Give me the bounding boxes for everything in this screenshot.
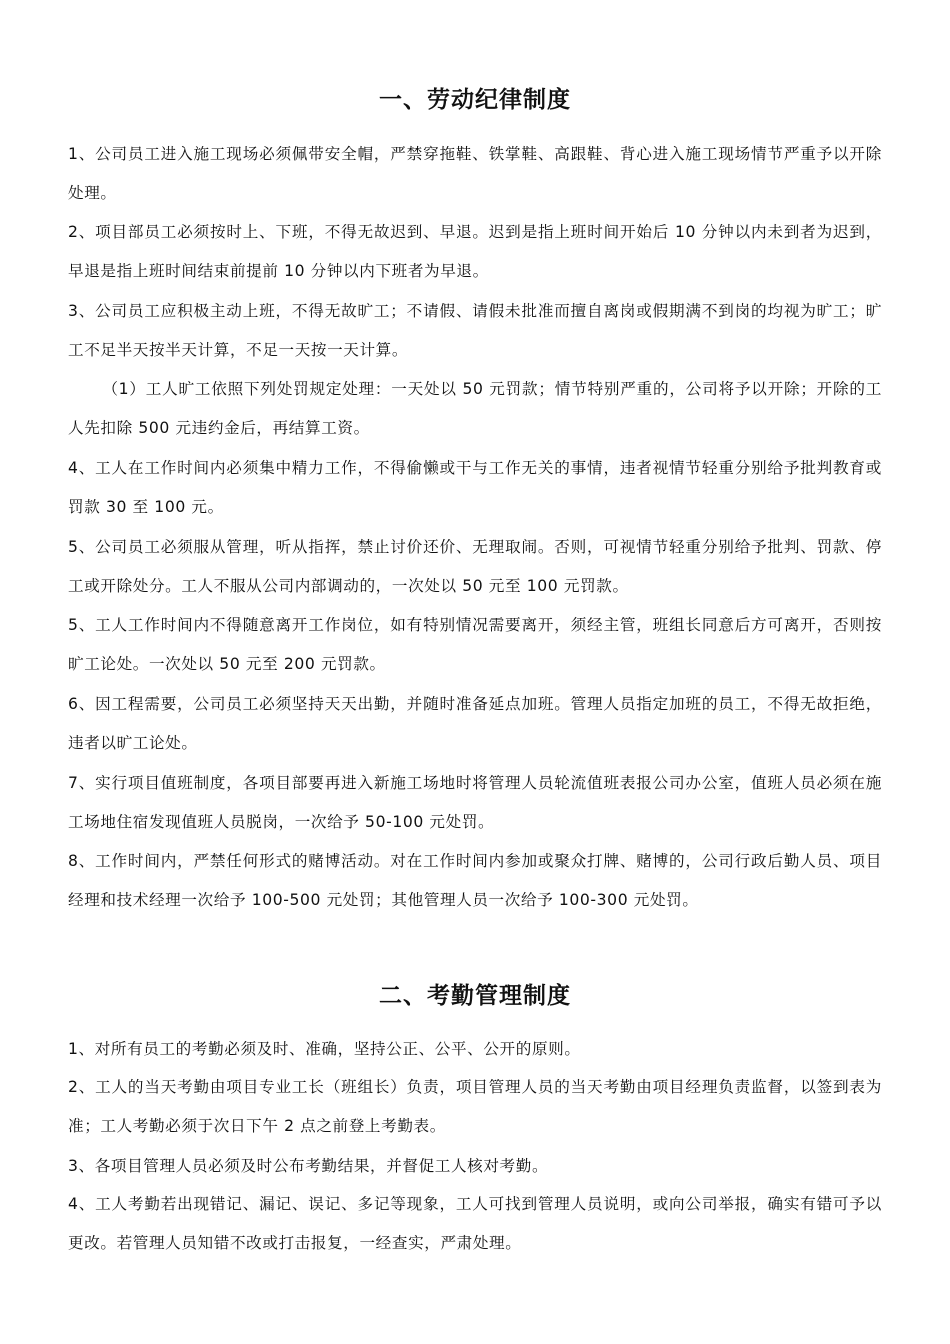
labor-rule-3-sub-1: （1）工人旷工依照下列处罚规定处理：一天处以 50 元罚款；情节特别严重的，公司将予以开除；开除的工人先扣除 500 元违约金后，再结算工资。 <box>68 380 882 438</box>
attendance-rule-3: 3、各项目管理人员必须及时公布考勤结果，并督促工人核对考勤。 <box>68 1157 549 1175</box>
section-title-labor-discipline: 一、劳动纪律制度 <box>379 87 571 113</box>
attendance-rule-1: 1、对所有员工的考勤必须及时、准确，坚持公正、公平、公开的原则。 <box>68 1040 581 1058</box>
labor-rule-4: 4、工人在工作时间内必须集中精力工作，不得偷懒或干与工作无关的事情，违者视情节轻重分别给予批判教育或罚款 30 至 100 元。 <box>68 459 882 517</box>
labor-rule-3: 3、公司员工应积极主动上班，不得无故旷工；不请假、请假未批准而擅自离岗或假期满不到岗的均视为旷工；旷工不足半天按半天计算，不足一天按一天计算。 <box>68 302 882 360</box>
labor-rule-6: 6、因工程需要，公司员工必须坚持天天出勤，并随时准备延点加班。管理人员指定加班的员工，不得无故拒绝，违者以旷工论处。 <box>68 695 882 753</box>
section-title-attendance: 二、考勤管理制度 <box>379 983 571 1009</box>
labor-rule-5b: 5、工人工作时间内不得随意离开工作岗位，如有特别情况需要离开，须经主管，班组长同意后方可离开，否则按旷工论处。一次处以 50 元至 200 元罚款。 <box>68 616 882 674</box>
attendance-rule-4: 4、工人考勤若出现错记、漏记、误记、多记等现象，工人可找到管理人员说明，或向公司举报，确实有错可予以更改。若管理人员知错不改或打击报复，一经查实，严肃处理。 <box>68 1195 882 1253</box>
attendance-rule-2: 2、工人的当天考勤由项目专业工长（班组长）负责，项目管理人员的当天考勤由项目经理负责监督，以签到表为准；工人考勤必须于次日下午 2 点之前登上考勤表。 <box>68 1078 882 1136</box>
labor-rule-7: 7、实行项目值班制度，各项目部要再进入新施工场地时将管理人员轮流值班表报公司办公室，值班人员必须在施工场地住宿发现值班人员脱岗，一次给予 50-100 元处罚。 <box>68 774 882 832</box>
labor-rule-8: 8、工作时间内，严禁任何形式的赌博活动。对在工作时间内参加或聚众打牌、赌博的，公司行政后勤人员、项目经理和技术经理一次给予 100-500 元处罚；其他管理人员一次给予 100-300 元处罚。 <box>68 852 882 910</box>
labor-rule-2: 2、项目部员工必须按时上、下班，不得无故迟到、早退。迟到是指上班时间开始后 10 分钟以内未到者为迟到，早退是指上班时间结束前提前 10 分钟以内下班者为早退。 <box>68 223 882 281</box>
labor-rule-1: 1、公司员工进入施工现场必须佩带安全帽，严禁穿拖鞋、铁掌鞋、高跟鞋、背心进入施工现场情节严重予以开除处理。 <box>68 145 882 203</box>
labor-rule-5a: 5、公司员工必须服从管理，听从指挥，禁止讨价还价、无理取闹。否则，可视情节轻重分别给予批判、罚款、停工或开除处分。工人不服从公司内部调动的，一次处以 50 元至 100 元罚款。 <box>68 538 882 596</box>
